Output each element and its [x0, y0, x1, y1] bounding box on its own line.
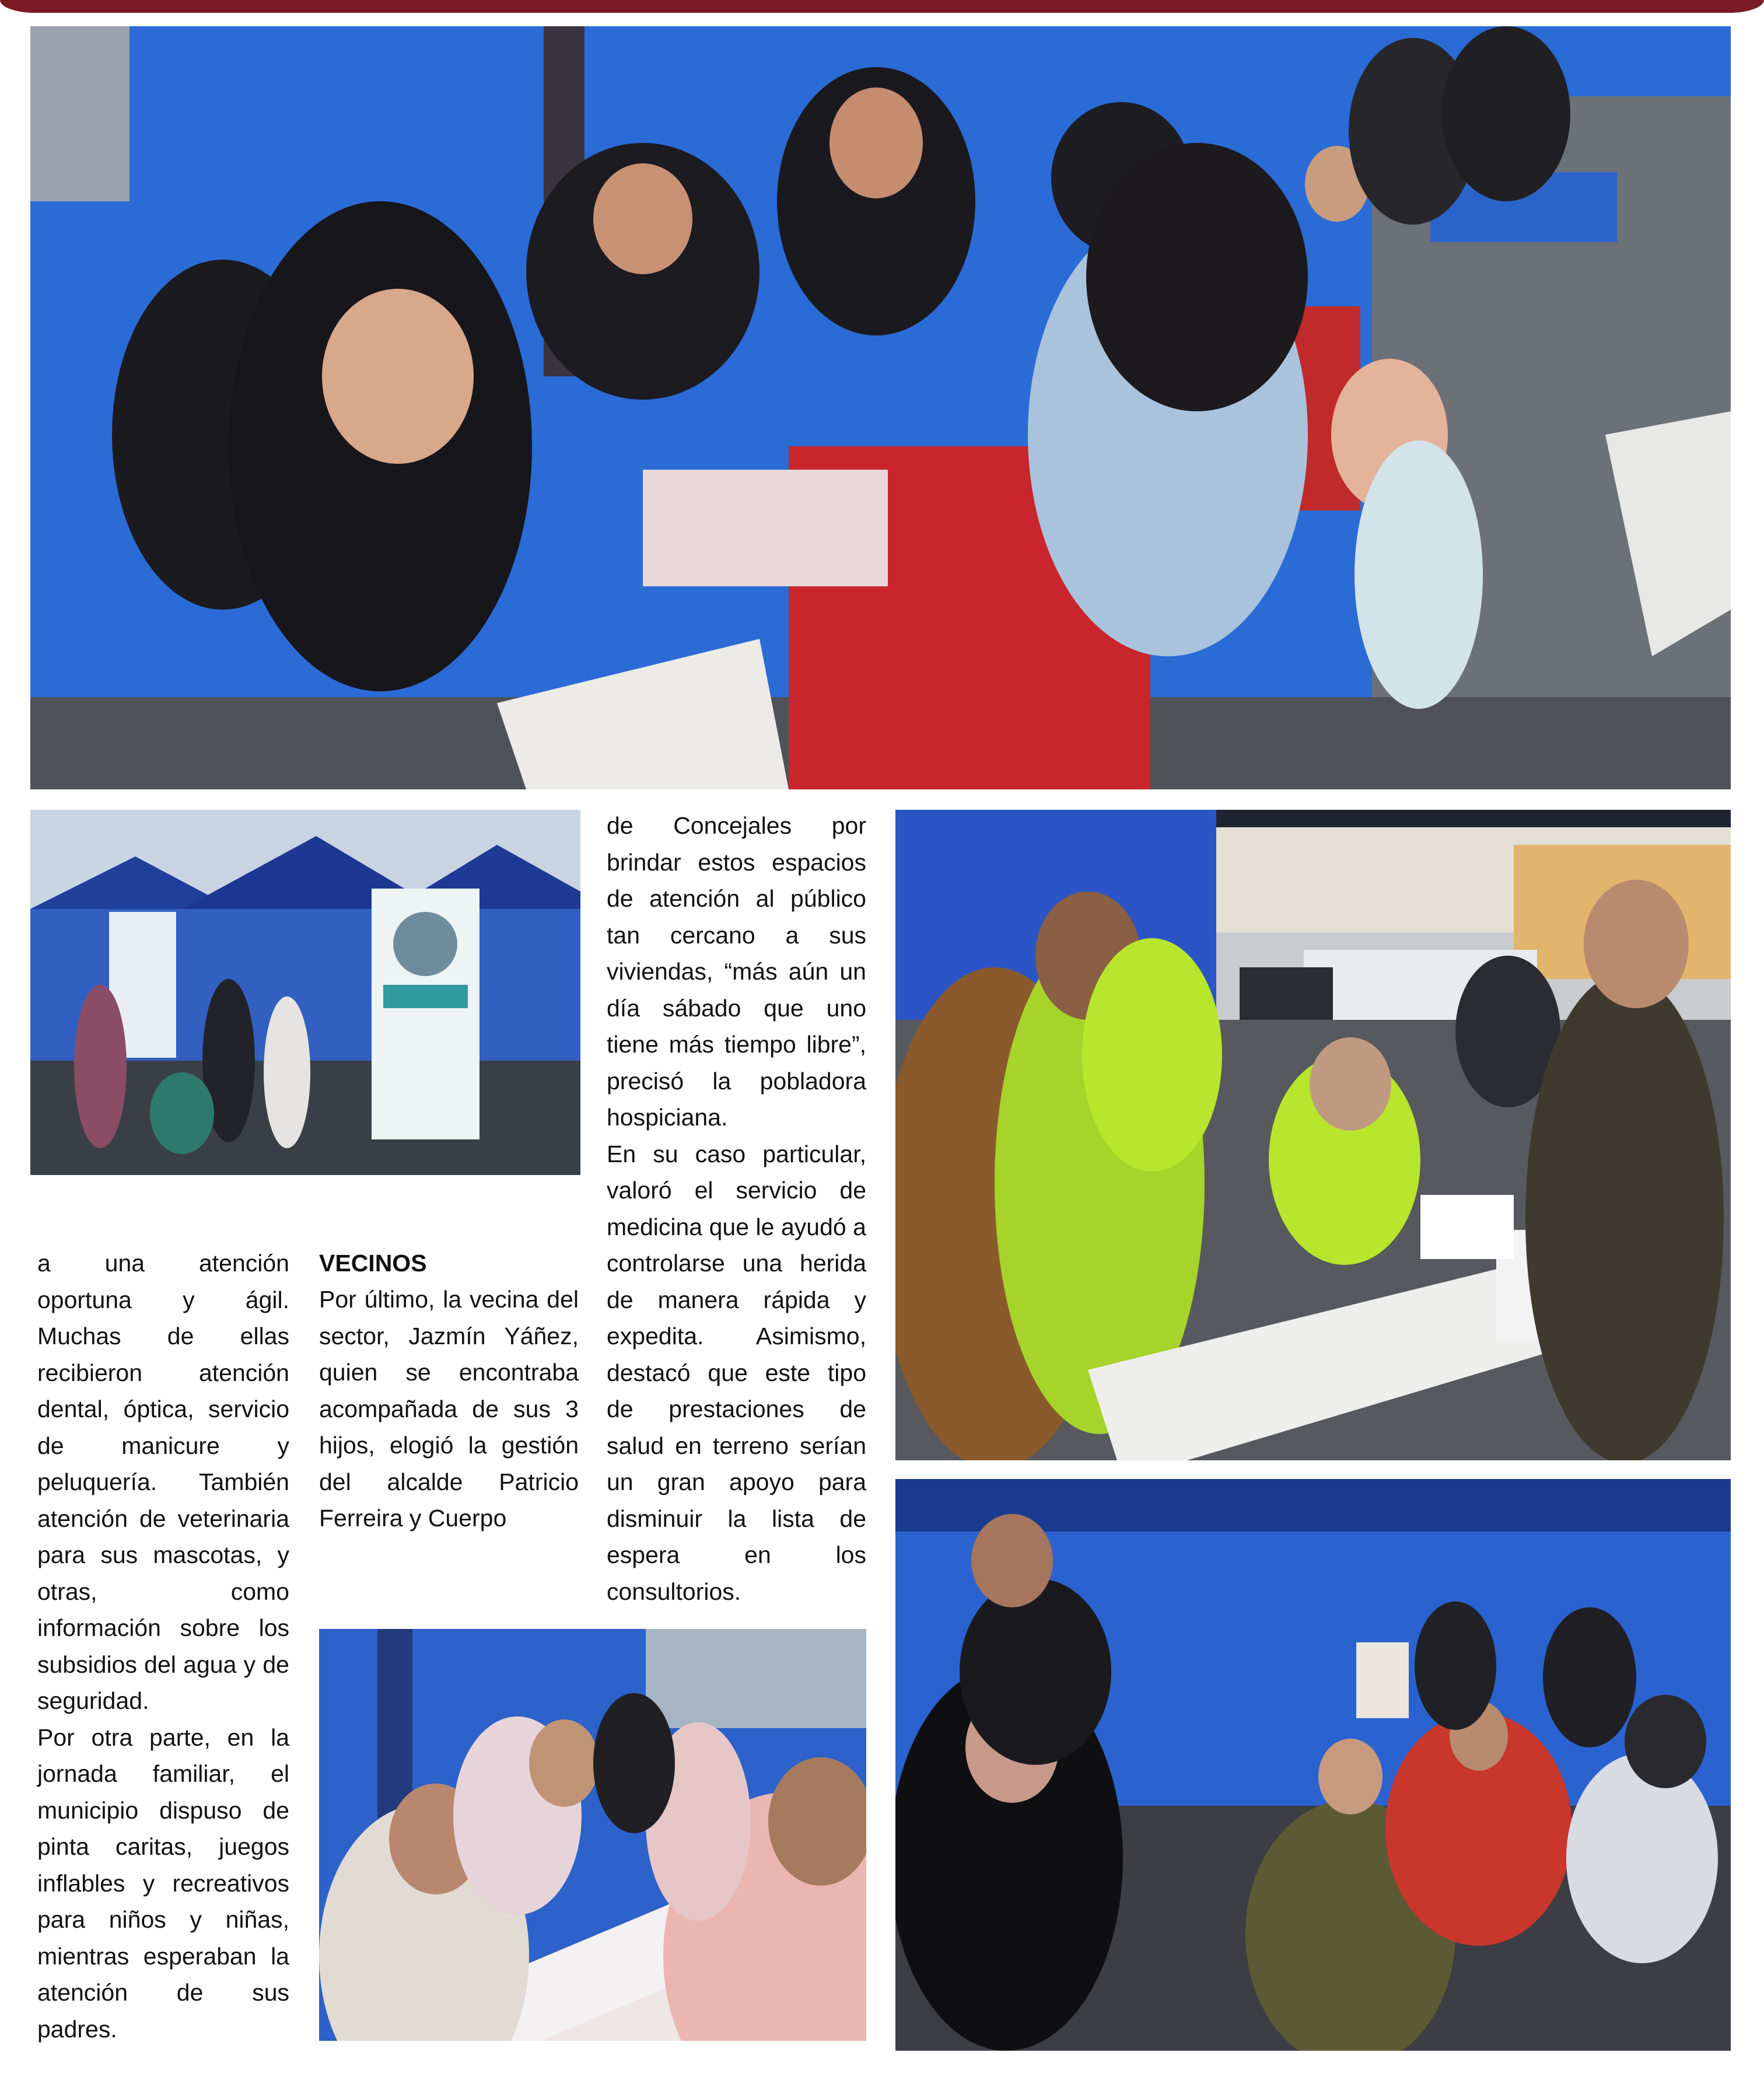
article-column-2 [319, 1245, 579, 1537]
column-3-paragraph-2: En su caso particular, valoró el servicio de medicina que le ayudó a controlarse una herida de manera rápida y expedita. Asimismo, destacó que este tipo de prestaciones de salud en terreno serían un gran apoyo para disminuir la lista de espera en los consultorios. [607, 1140, 866, 1605]
section-heading: VECINOS [319, 1250, 427, 1277]
column-1-paragraph-1: a una atención oportuna y ágil. Muchas de ellas recibieron atención dental, óptica, servicio de manicure y peluquería. También atención de veterinaria para sus mascotas, y otras, como información sobre los subsidios del agua y de seguridad. [37, 1250, 289, 1714]
photo-medical-attention [895, 810, 1731, 1460]
photo-face-painting [30, 26, 1731, 789]
photo-manicure [319, 1629, 866, 2041]
column-2-paragraph-1: Por último, la vecina del sector, Jazmín Yáñez, quien se encontraba acompañada de sus 3 hijos, elogió la gestión del alcalde Patricio Ferreira y Cuerpo [319, 1286, 579, 1531]
article-column-1 [37, 1245, 289, 2047]
photo-haircuts [895, 1479, 1731, 2051]
column-1-paragraph-2: Por otra parte, en la jornada familiar, el municipio dispuso de pinta caritas, juegos inflables y recreativos para niños y niñas, mientras esperaban la atención de sus padres. [37, 1723, 289, 2043]
header-bar [0, 0, 1764, 13]
column-3-paragraph-1: de Concejales por brindar estos espacios de atención al público tan cercano a sus viviendas, “más aún un día sábado que uno tiene más tiempo libre”, precisó la pobladora hospiciana. [607, 812, 866, 1131]
photo-pharmacy-stand [30, 810, 580, 1175]
article-column-3 [607, 807, 866, 1610]
